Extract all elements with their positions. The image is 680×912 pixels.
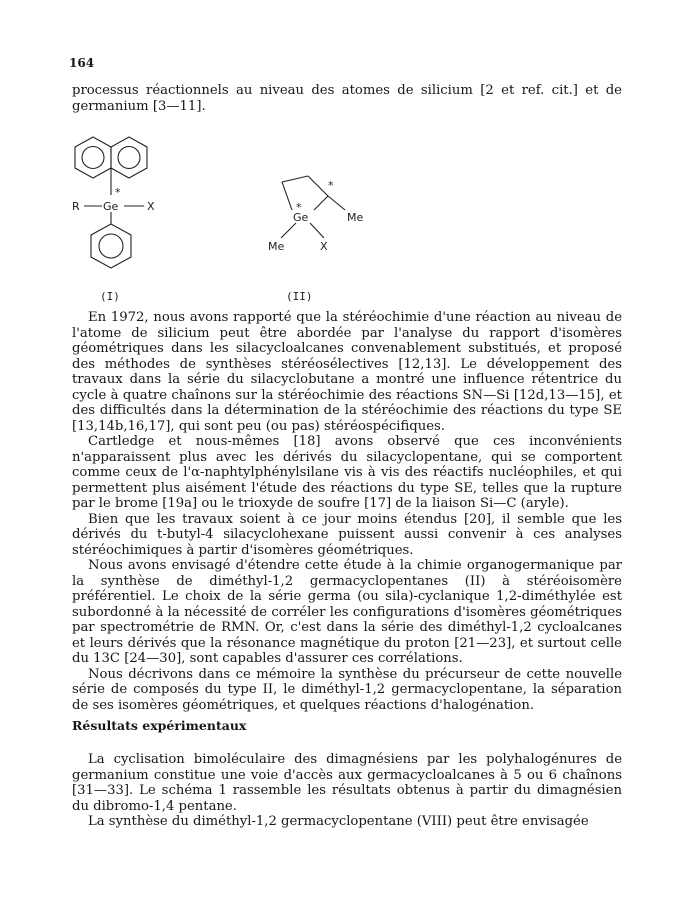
atom-label-me: Me (268, 240, 285, 253)
paragraph: La cyclisation bimoléculaire des dimagnésiens par les polyhalogénures de germanium constitue une voie d'accès aux germacycloalcanes à 5 ou 6 chaînons [31—33]. Le schéma 1 rassemble les résultats obtenus à partir du dimagnésien du dibromo-1,4 pentane. (72, 752, 622, 814)
atom-label-ge: Ge (103, 200, 119, 213)
structure-ii (281, 176, 345, 238)
paragraph: En 1972, nous avons rapporté que la stéréochimie d'une réaction au niveau de l'atome de silicium peut être abordée par l'analyse du rapport d'isomères géométriques dans les silacycloalcanes convenablement substitués, et proposé des méthodes de synthèses stéréosélectives [12,13]. Le développement des travaux dans la série du silacyclobutane a montré une influence rétentrice du cycle à quatre chaînons sur la stéréochimie des réactions SN—Si [12d,13—15], et des difficultés dans la détermination de la stéréochimie des réactions du type SE [13,14b,16,17], qui sont peu (ou pas) stéréospécifiques. (72, 310, 622, 434)
atom-label-me: Me (347, 211, 364, 224)
atom-label-r: R (72, 200, 80, 213)
atom-label-x: X (147, 200, 155, 213)
naphthalene-ring-right (111, 137, 147, 178)
section-heading: Résultats expérimentaux (72, 718, 247, 733)
naphthalene-ring-left (75, 137, 111, 178)
paragraph: Nous avons envisagé d'étendre cette étude à la chimie organogermanique par la synthèse de diméthyl-1,2 germacyclopentanes (II) à stéréoisomère préférentiel. Le choix de la série germa (ou sila)-cyclanique 1,2-diméthylée est subordonné à la nécessité de corréler les configurations d'isomères géométriques par spectrométrie de RMN. Or, c'est dans la série des diméthyl-1,2 cycloalcanes et leurs dérivés que la résonance magnétique du proton [21—23], et surtout celle du 13C [24—30], sont capables d'assurer ces corrélations. (72, 558, 622, 666)
paragraph: Nous décrivons dans ce mémoire la synthèse du précurseur de cette nouvelle série de composés du type II, le diméthyl-1,2 germacyclopentane, la séparation de ses isomères géométriques, et quelques réactions d'halogénation. (72, 666, 622, 713)
bond (282, 182, 292, 210)
bond (282, 176, 308, 182)
paragraph: Bien que les travaux soient à ce jour moins étendus [20], il semble que les dérivés du t-butyl-4 silacyclohexane puissent aussi convenir à ces analyses stéréochimiques à partir d'isomères géométriques. (72, 511, 622, 558)
stereocenter-star: * (115, 186, 121, 199)
results-section (72, 752, 622, 830)
intro-paragraph (72, 83, 622, 114)
bond (281, 223, 296, 238)
paragraph: La synthèse du diméthyl-1,2 germacyclopentane (VIII) peut être envisagée (88, 814, 589, 829)
chemical-structures-figure (0, 130, 680, 310)
stereocenter-star: * (328, 179, 334, 192)
stereocenter-star: * (296, 201, 302, 214)
atom-label-ge: Ge (293, 211, 309, 224)
atom-label-x: X (320, 240, 328, 253)
page-number: 164 (69, 56, 95, 70)
paragraph: processus réactionnels au niveau des atomes de silicium [2 et ref. cit.] et de germanium [3—11]. (72, 83, 622, 114)
paragraph: Cartledge et nous-mêmes [18] avons observé que ces inconvénients n'apparaissent plus avec les dérivés du silacyclopentane, qui se comportent comme ceux de l'α-naphtylphénylsilane vis à vis des réactifs nucléophiles, et qui permettent plus aisément l'étude des réactions du type SE, telles que la rupture par le brome [19a] ou le trioxyde de soufre [17] de la liaison Si—C (aryle). (72, 434, 622, 511)
bond (310, 223, 324, 238)
phenyl-ring (91, 224, 131, 268)
aromatic-circle (99, 234, 123, 258)
structure-label-ii: (II) (286, 290, 313, 303)
bond (314, 196, 328, 210)
aromatic-circle (82, 147, 104, 169)
structure-label-i: (I) (100, 290, 120, 303)
body-section (72, 310, 622, 713)
bond (308, 176, 328, 196)
aromatic-circle (118, 147, 140, 169)
bond (328, 196, 345, 210)
